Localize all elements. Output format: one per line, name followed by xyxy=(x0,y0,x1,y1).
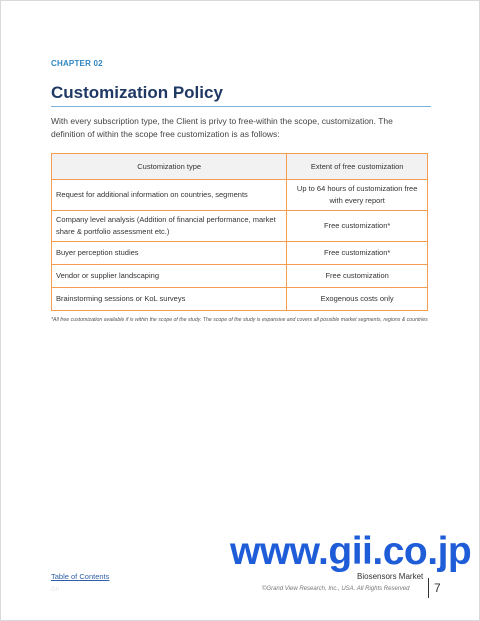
cell-extent: Up to 64 hours of customization free with every report xyxy=(287,180,428,211)
page-title: Customization Policy xyxy=(51,83,223,102)
table-row xyxy=(52,180,428,211)
cell-customization-type: Company level analysis (Addition of financial performance, market share & portfolio assessment etc.) xyxy=(52,211,287,242)
cell-extent: Free customization* xyxy=(287,211,428,242)
cell-extent: Free customization* xyxy=(287,242,428,265)
table-row xyxy=(52,242,428,265)
customization-table xyxy=(51,153,428,311)
market-name: Biosensors Market xyxy=(357,572,424,581)
table-row xyxy=(52,288,428,311)
cell-customization-type: Vendor or supplier landscaping xyxy=(52,265,287,288)
title-divider xyxy=(51,106,431,107)
cell-extent: Exogenous costs only xyxy=(287,288,428,311)
cell-customization-type: Buyer perception studies xyxy=(52,242,287,265)
header-customization-type: Customization type xyxy=(52,154,287,180)
header-extent: Extent of free customization xyxy=(287,154,428,180)
intro-paragraph: With every subscription type, the Client is privy to free-within the scope, customization. The definition of within the scope free customization is as follows: xyxy=(51,116,393,139)
cell-customization-type: Brainstorming sessions or KoL surveys xyxy=(52,288,287,311)
footer-ghost-text: GII xyxy=(51,587,60,593)
watermark: www.gii.co.jp xyxy=(230,530,472,573)
footer-divider xyxy=(428,578,429,598)
page-number: 7 xyxy=(434,581,441,595)
chapter-label: CHAPTER 02 xyxy=(51,59,103,68)
copyright-notice: ©Grand View Research, Inc., USA. All Rights Reserved xyxy=(262,586,410,592)
footnote: *All free customization available if is within the scope of the study. The scope of the study is expansive and covers all possible market segments, regions & countries xyxy=(51,317,428,323)
table-row xyxy=(52,211,428,242)
cell-extent: Free customization xyxy=(287,265,428,288)
table-header-row xyxy=(52,154,428,180)
cell-customization-type: Request for additional information on countries, segments xyxy=(52,180,287,211)
table-of-contents-link[interactable]: Table of Contents xyxy=(51,572,110,581)
table-row xyxy=(52,265,428,288)
